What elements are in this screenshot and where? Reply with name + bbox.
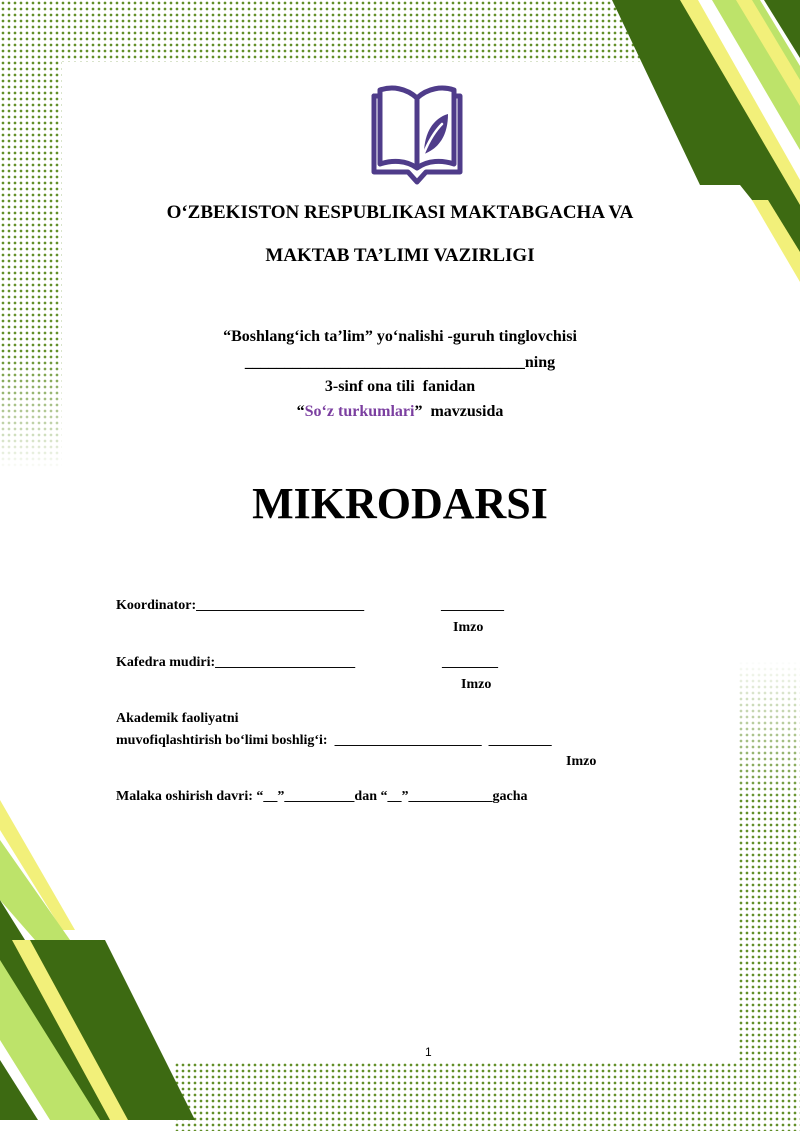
department-signature-line: ________	[442, 655, 498, 670]
academic-field-line1: Akademik faoliyatni	[116, 711, 239, 726]
topic-suffix: ” mavzusida	[414, 403, 504, 420]
open-book-leaf-icon	[368, 76, 466, 190]
page-number: 1	[425, 1045, 432, 1059]
coordinator-field: Koordinator:________________________	[116, 598, 365, 613]
academic-signature-label: Imzo	[566, 754, 597, 769]
coordinator-signature-label: Imzo	[453, 620, 484, 635]
department-head-field: Kafedra mudiri:____________________	[116, 655, 356, 670]
academic-field-line2: muvofiqlashtirish bo‘limi boshlig‘i: _____________________ _________	[116, 733, 552, 748]
topic-line	[0, 403, 800, 421]
ministry-heading-line2: MAKTAB TA’LIMI VAZIRLIGI	[265, 245, 535, 266]
course-line2: ___________________________________ning	[244, 354, 556, 371]
ministry-heading-line1: O‘ZBEKISTON RESPUBLIKASI MAKTABGACHA VA	[166, 202, 634, 223]
topic-open-quote: “	[296, 403, 305, 420]
coordinator-signature-line: _________	[441, 598, 504, 613]
training-period-field: Malaka oshirish davri: “__”__________dan “__”____________gacha	[116, 789, 528, 804]
document-title: MIKRODARSI	[252, 479, 548, 528]
department-signature-label: Imzo	[461, 677, 492, 692]
topic-name: So‘z turkumlari	[304, 403, 415, 420]
course-line1: “Boshlang‘ich ta’lim” yo‘nalishi -guruh tinglovchisi	[223, 328, 577, 345]
course-line3: 3-sinf ona tili fanidan	[324, 378, 476, 395]
